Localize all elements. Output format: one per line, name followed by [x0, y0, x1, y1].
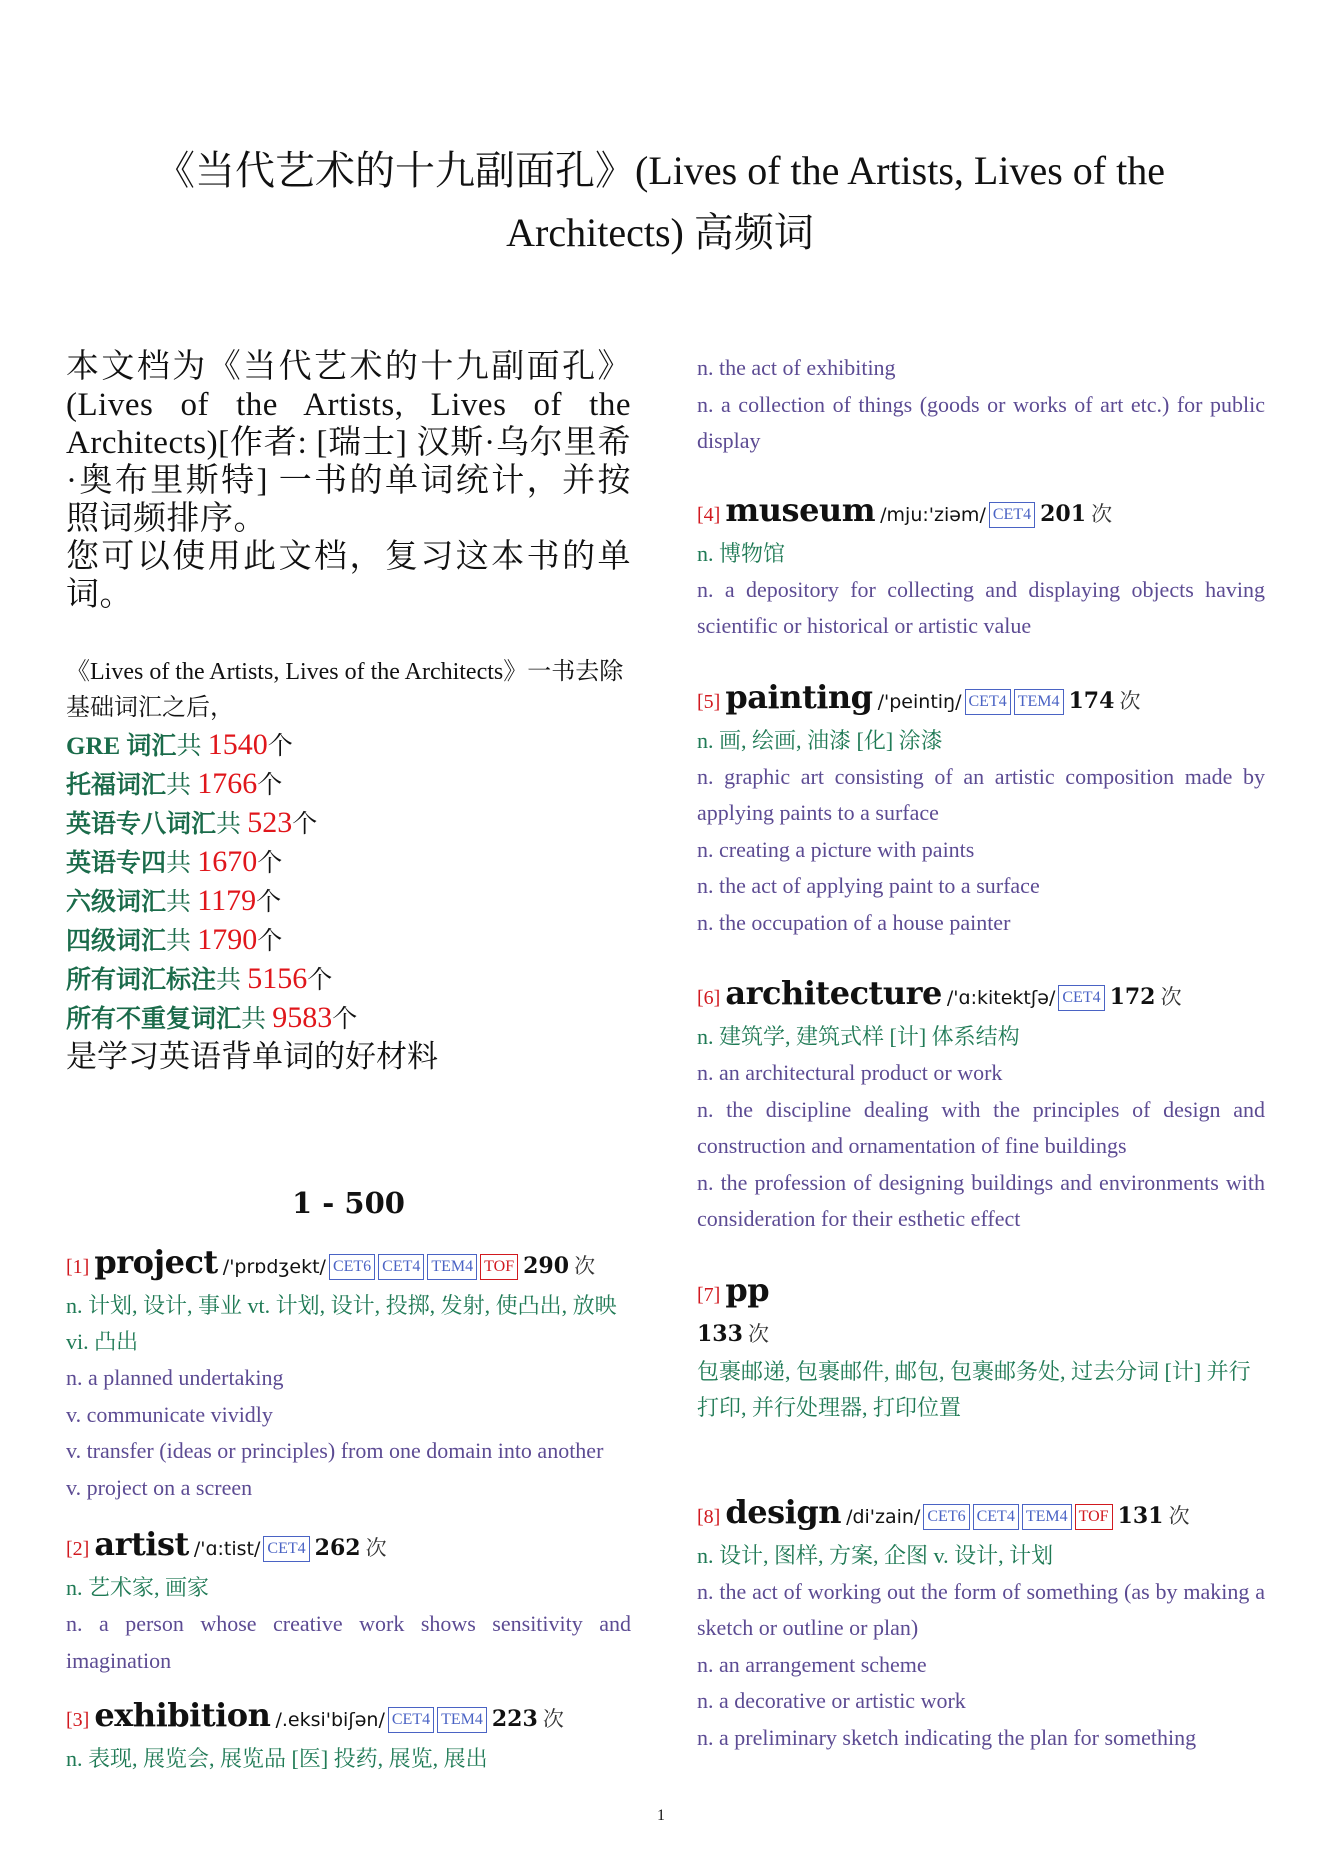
- stat-label: GRE 词汇: [66, 733, 177, 760]
- exam-tag-cet4: CET4: [989, 502, 1035, 528]
- exam-tag-cet4: CET4: [388, 1707, 434, 1733]
- stat-gong: 共: [176, 733, 208, 760]
- intro-paragraph-2: 您可以使用此文档，复习这本书的单词。: [66, 539, 631, 613]
- entry-phonetic: /'ɑ:tist/: [193, 1538, 261, 1560]
- stat-count: 1540: [207, 728, 268, 761]
- count-unit: 次: [1160, 985, 1182, 1009]
- exam-tag-tem4: TEM4: [437, 1707, 487, 1733]
- stat-count: 1179: [197, 884, 257, 917]
- title-line-1: 《当代艺术的十九副面孔》(Lives of the Artists, Lives of the: [155, 148, 1165, 193]
- stat-count: 1670: [197, 845, 258, 878]
- entry-chinese-definition: n. 艺术家, 画家: [66, 1575, 210, 1600]
- entry-chinese-definition: n. 画, 绘画, 油漆 [化] 涂漆: [697, 727, 943, 753]
- left-column: [66, 348, 631, 1799]
- entry-chinese-definition: 包裹邮递, 包裹邮件, 邮包, 包裹邮务处, 过去分词 [计] 并行打印, 并行处理器, 打印位置: [697, 1358, 1251, 1420]
- entry-phonetic: /'ɑ:kitektʃə/: [946, 987, 1056, 1009]
- page-number: 1: [657, 1807, 665, 1824]
- stat-gong: 共: [166, 850, 198, 877]
- exam-tag-cet4: CET4: [263, 1536, 309, 1562]
- entry-english-definition: n. the act of working out the form of something (as by making a sketch or outline or plan): [697, 1578, 1265, 1640]
- entry-header: [697, 1492, 1265, 1538]
- entry-english-definition: n. a planned undertaking: [66, 1365, 284, 1390]
- stat-row: [66, 726, 631, 765]
- stat-count: 9583: [272, 1001, 333, 1034]
- entry-count: 174: [1068, 687, 1115, 714]
- entry-phonetic: /'prɒdʒekt/: [222, 1256, 326, 1278]
- entries-left: [66, 1242, 631, 1777]
- section-heading: 1 - 500: [292, 1186, 405, 1220]
- stats-closing: 是学习英语背单词的好材料: [66, 1039, 438, 1074]
- stat-unit: 个: [267, 733, 293, 760]
- entry-english-definition: n. the occupation of a house painter: [697, 909, 1011, 935]
- word-entry: [66, 1524, 631, 1679]
- entry-index: [6]: [697, 987, 721, 1009]
- vocab-stats: [66, 654, 631, 1076]
- entry-index: [2]: [66, 1538, 90, 1560]
- entry-word: artist: [94, 1525, 189, 1563]
- document-title: [100, 140, 1220, 264]
- intro-paragraph-1: 本文档为《当代艺术的十九副面孔》(Lives of the Artists, Lives of the Architects)[作者: [瑞士] 汉斯·乌尔里希·奥布里斯特] 一书的单词统计，并按照词频排序。: [66, 349, 631, 537]
- entry-word: design: [725, 1492, 841, 1531]
- entry-count: 131: [1117, 1502, 1164, 1529]
- entry-index: [1]: [66, 1256, 90, 1278]
- count-unit: 次: [542, 1707, 564, 1731]
- stat-gong: 共: [241, 1006, 273, 1033]
- stat-count: 523: [247, 806, 293, 839]
- exam-tag-tem4: TEM4: [427, 1254, 477, 1280]
- entry-english-definition: n. a preliminary sketch indicating the plan for something: [697, 1724, 1197, 1750]
- exam-tag-cet4: CET4: [965, 689, 1011, 715]
- stat-gong: 共: [216, 811, 248, 838]
- entry-header: [697, 490, 1265, 536]
- entry-count: 262: [314, 1535, 361, 1561]
- stat-row: [66, 765, 631, 804]
- stat-unit: 个: [257, 928, 283, 955]
- stat-gong: 共: [166, 889, 198, 916]
- entry-chinese-definition: n. 建筑学, 建筑式样 [计] 体系结构: [697, 1024, 1020, 1049]
- stat-gong: 共: [166, 928, 198, 955]
- stat-unit: 个: [292, 811, 318, 838]
- entry-word: architecture: [725, 974, 942, 1012]
- entry-count: 133: [697, 1320, 743, 1347]
- stat-row: [66, 843, 631, 882]
- word-entry: [66, 1242, 631, 1506]
- entry-header: [697, 677, 1265, 723]
- stat-label: 英语专八词汇: [66, 811, 217, 838]
- stat-label: 英语专四: [66, 850, 167, 877]
- entry-english-definition: n. the discipline dealing with the principles of design and construction and ornamentation of fine buildings: [697, 1096, 1265, 1158]
- entry-header: [66, 1524, 631, 1570]
- stat-label: 所有不重复词汇: [66, 1006, 242, 1033]
- entry-index: [3]: [66, 1709, 90, 1731]
- count-unit: 次: [748, 1321, 770, 1346]
- stat-gong: 共: [166, 772, 198, 799]
- entry-english-definition: n. a collection of things (goods or works of art etc.) for public display: [697, 391, 1265, 453]
- title-line-2: Architects) 高频词: [506, 210, 814, 255]
- word-entry-continued: [697, 350, 1265, 460]
- exam-tag-cet4: CET4: [378, 1254, 424, 1280]
- stats-lead: 《Lives of the Artists, Lives of the Architects》一书去除基础词汇之后，: [66, 659, 624, 721]
- word-entry: [697, 1270, 1265, 1426]
- entry-phonetic: /mju:'ziəm/: [880, 503, 986, 526]
- entry-english-definition: n. a person whose creative work shows sensitivity and imagination: [66, 1611, 631, 1673]
- count-unit: 次: [365, 1536, 387, 1560]
- stat-label: 四级词汇: [66, 928, 167, 955]
- entries-right: [697, 350, 1265, 1756]
- stats-rows: [66, 726, 631, 1038]
- entry-english-definition: n. creating a picture with paints: [697, 836, 975, 862]
- word-entry: [697, 677, 1265, 942]
- exam-tag-cet6: CET6: [923, 1504, 969, 1530]
- stat-row: [66, 804, 631, 843]
- entry-phonetic: /.eksi'biʃən/: [275, 1709, 385, 1731]
- stat-count: 1790: [197, 923, 258, 956]
- entry-english-definition: n. graphic art consisting of an artistic composition made by applying paints to a surface: [697, 763, 1265, 825]
- stat-unit: 个: [257, 772, 283, 799]
- entry-english-definition: n. the act of exhibiting: [697, 355, 896, 380]
- stat-row: [66, 882, 631, 921]
- entry-english-definition: n. a decorative or artistic work: [697, 1688, 966, 1713]
- intro: [66, 348, 631, 614]
- entry-header: [697, 1270, 1265, 1316]
- exam-tag-tof: TOF: [1075, 1504, 1113, 1530]
- stat-gong: 共: [216, 967, 248, 994]
- entry-count: 290: [523, 1253, 570, 1279]
- stat-label: 托福词汇: [66, 772, 167, 799]
- stat-unit: 个: [257, 850, 283, 877]
- entry-count-line: [697, 1316, 1265, 1354]
- entry-english-definition: v. communicate vividly: [66, 1401, 273, 1427]
- count-unit: 次: [1168, 1503, 1190, 1528]
- entry-index: [5]: [697, 690, 721, 713]
- entry-word: exhibition: [94, 1696, 271, 1734]
- entry-english-definition: n. the act of applying paint to a surface: [697, 873, 1040, 898]
- entry-english-definition: v. transfer (ideas or principles) from one domain into another: [66, 1438, 604, 1463]
- exam-tag-tof: TOF: [480, 1254, 518, 1280]
- count-unit: 次: [1091, 501, 1113, 526]
- entry-header: [66, 1242, 631, 1288]
- entry-header: [66, 1695, 631, 1741]
- entry-chinese-definition: n. 表现, 展览会, 展览品 [医] 投药, 展览, 展出: [66, 1746, 488, 1771]
- entry-english-definition: v. project on a screen: [66, 1474, 253, 1500]
- entry-index: [4]: [697, 503, 721, 526]
- entry-count: 172: [1109, 984, 1156, 1010]
- stat-row: [66, 921, 631, 960]
- entry-word: painting: [725, 677, 873, 716]
- entry-phonetic: /'peintiŋ/: [877, 690, 962, 713]
- entry-word: pp: [725, 1270, 770, 1309]
- entry-word: museum: [725, 490, 876, 529]
- entry-chinese-definition: n. 设计, 图样, 方案, 企图 v. 设计, 计划: [697, 1542, 1054, 1568]
- entry-phonetic: /di'zain/: [846, 1505, 921, 1528]
- word-entry: [66, 1695, 631, 1777]
- stat-unit: 个: [307, 967, 333, 994]
- entry-english-definition: n. an arrangement scheme: [697, 1651, 927, 1677]
- stat-row: [66, 999, 631, 1038]
- stat-row: [66, 960, 631, 999]
- entry-index: [7]: [697, 1283, 721, 1306]
- stat-unit: 个: [332, 1006, 358, 1033]
- entry-header: [697, 973, 1265, 1019]
- entry-index: [8]: [697, 1505, 721, 1528]
- exam-tag-tem4: TEM4: [1022, 1504, 1072, 1530]
- exam-tag-cet4: CET4: [1058, 985, 1104, 1011]
- entry-english-definition: n. a depository for collecting and displaying objects having scientific or historical or artistic value: [697, 576, 1265, 638]
- word-entry: [697, 1492, 1265, 1757]
- count-unit: 次: [1119, 688, 1141, 713]
- entry-chinese-definition: n. 博物馆: [697, 540, 786, 566]
- entry-count: 223: [491, 1706, 538, 1732]
- exam-tag-cet6: CET6: [329, 1254, 375, 1280]
- stat-count: 1766: [197, 767, 258, 800]
- stat-unit: 个: [256, 889, 282, 916]
- stat-label: 六级词汇: [66, 889, 167, 916]
- entry-english-definition: n. an architectural product or work: [697, 1060, 1003, 1085]
- exam-tag-cet4: CET4: [973, 1504, 1019, 1530]
- word-entry: [697, 490, 1265, 645]
- entry-english-definition: n. the profession of designing buildings and environments with consideration for their esthetic effect: [697, 1169, 1265, 1231]
- stat-label: 所有词汇标注: [66, 967, 217, 994]
- stat-count: 5156: [247, 962, 308, 995]
- entry-chinese-definition: n. 计划, 设计, 事业 vt. 计划, 设计, 投掷, 发射, 使凸出, 放映 vi. 凸出: [66, 1293, 617, 1354]
- entry-word: project: [94, 1243, 218, 1281]
- exam-tag-tem4: TEM4: [1014, 689, 1064, 715]
- entry-count: 201: [1040, 500, 1087, 527]
- count-unit: 次: [574, 1254, 596, 1278]
- word-entry: [697, 973, 1265, 1238]
- right-column: [697, 350, 1265, 1788]
